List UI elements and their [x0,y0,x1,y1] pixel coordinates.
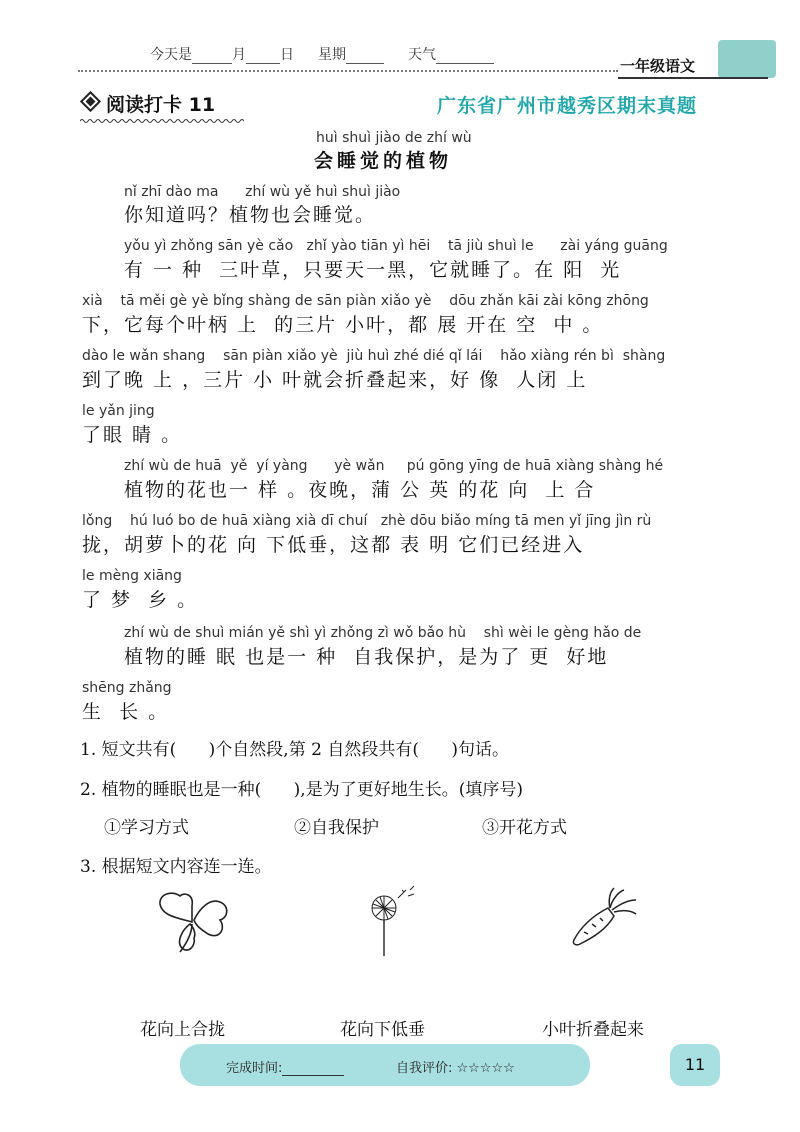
day-label: 日 [280,47,294,63]
article-title: 会睡觉的植物 [314,150,453,172]
pinyin-line: shēng zhǎng [82,680,172,696]
diamond-icon [80,91,101,112]
pinyin-line: zhí wù de shuì mián yě shì yì zhǒng zì wǒ bǎo hù shì wèi le gèng hǎo de [124,625,642,641]
text-line: 植物的睡 眠 也是一 种 自我保护，是为了 更 好地 [124,646,609,668]
page-number: 11 [670,1044,720,1086]
pinyin-line: dào le wǎn shang sān piàn xiǎo yè jiù huì zhé dié qǐ lái hǎo xiàng rén bì shàng [82,348,666,364]
card-title [80,90,215,117]
dandelion-icon[interactable] [358,882,428,962]
weather-blank[interactable] [436,49,494,64]
weekday-label: 星期 [318,47,346,63]
grade-underline [618,77,768,79]
article-title-pinyin: huì shuì jiào de zhí wù [316,130,472,146]
option-3[interactable]: ③开花方式 [482,818,567,838]
question-3: 3. 根据短文内容连一连。 [80,857,272,877]
grade-label: 一年级语文 [620,57,696,75]
pinyin-line: le mèng xiāng [82,568,182,584]
rating-stars[interactable]: ☆☆☆☆☆ [456,1061,515,1076]
pinyin-line: yǒu yì zhǒng sān yè cǎo zhǐ yào tiān yì hēi tā jiù shuì le zài yáng guāng [124,238,668,254]
corner-tab [718,40,776,78]
option-1[interactable]: ①学习方式 [104,818,189,838]
text-line: 拢，胡萝卜的花 向 下低垂，这都 表 明 它们已经进入 [82,534,585,556]
pinyin-line: xià tā měi gè yè bǐng shàng de sān piàn xiǎo yè dōu zhǎn kāi zài kōng zhōng [82,293,649,309]
text-line: 你知道吗？植物也会睡觉。 [124,204,377,226]
text-line: 了眼 睛 。 [82,424,183,446]
carrot-icon[interactable] [562,886,642,956]
source-label: 广东省广州市越秀区期末真题 [437,95,698,117]
time-label: 完成时间: [226,1061,283,1076]
clover-icon[interactable] [150,888,240,958]
option-2[interactable]: ②自我保护 [294,818,379,838]
pinyin-line: le yǎn jing [82,403,155,419]
text-line: 生 长 。 [82,701,170,723]
eval-label: 自我评价: [396,1061,453,1076]
pinyin-line: zhí wù de huā yě yí yàng yè wǎn pú gōng yīng de huā xiàng shàng hé [124,458,664,474]
pinyin-line: nǐ zhī dào ma zhí wù yě huì shuì jiào [124,184,401,200]
wavy-underline [80,118,244,124]
today-label: 今天是 [150,47,192,63]
header-dotted-divider [78,70,618,72]
match-label-2[interactable]: 花向下低垂 [340,1020,425,1040]
month-label: 月 [232,47,246,63]
question-2: 2. 植物的睡眠也是一种( ),是为了更好地生长。(填序号) [80,780,523,800]
weekday-blank[interactable] [346,49,384,64]
match-label-1[interactable]: 花向上合拢 [140,1020,225,1040]
text-line: 植物的花也一 样 。夜晚，蒲 公 英 的花 向 上 合 [124,479,596,501]
weather-label: 天气 [408,47,436,63]
text-line: 下，它每个叶柄 上 的三片 小叶，都 展 开在 空 中 。 [82,314,604,336]
date-weather-line [150,44,494,64]
text-line: 了 梦 乡 。 [82,589,199,611]
month-blank[interactable] [192,49,232,64]
self-evaluation [396,1057,515,1076]
match-label-3[interactable]: 小叶折叠起来 [542,1020,644,1040]
question-1: 1. 短文共有( )个自然段,第 2 自然段共有( )句话。 [80,740,510,760]
time-blank[interactable] [282,1075,344,1076]
card-title-text: 阅读打卡 11 [106,94,216,116]
pinyin-line: lǒng hú luó bo de huā xiàng xià dī chuí zhè dōu biǎo míng tā men yǐ jīng jìn rù [82,513,652,529]
text-line: 到了晚 上 ，三片 小 叶就会折叠起来，好 像 人闭 上 [82,369,588,391]
text-line: 有 一 种 三叶草，只要天一黑，它就睡了。在 阳 光 [124,259,622,281]
day-blank[interactable] [246,49,280,64]
completion-time [226,1057,344,1076]
